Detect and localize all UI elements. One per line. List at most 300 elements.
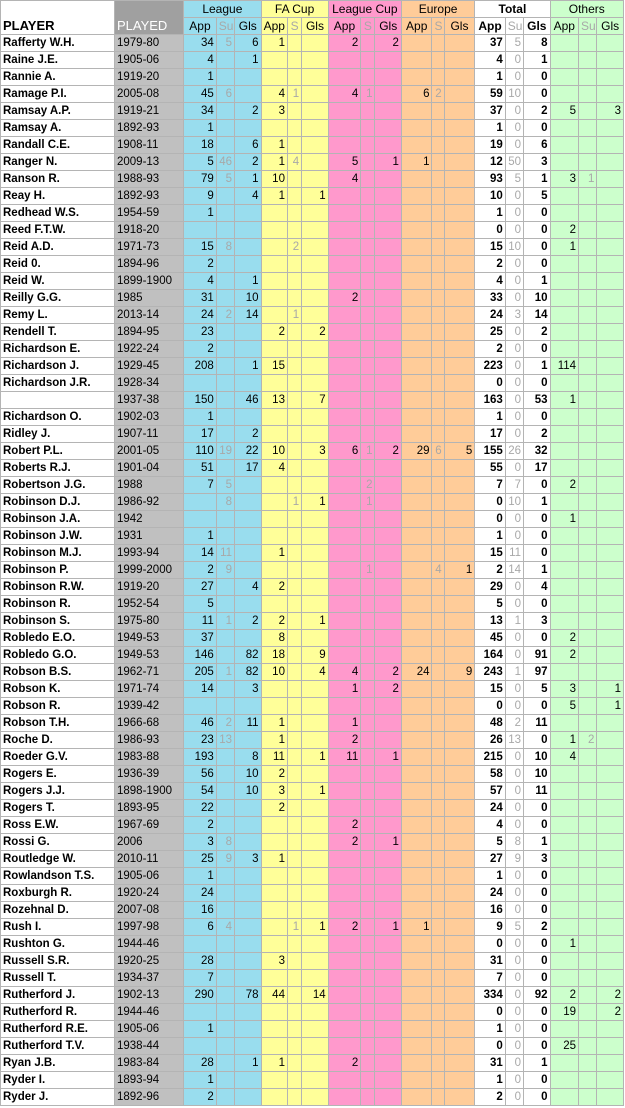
player-name-cell: Robinson R.W.	[1, 579, 115, 596]
table-row	[1, 341, 624, 358]
eu-su-cell	[432, 970, 444, 987]
lc-gls-cell	[375, 460, 401, 477]
lc-gls-cell: 1	[375, 154, 401, 171]
fa-gls-cell	[302, 154, 328, 171]
lg-app-cell: 1	[184, 205, 217, 222]
fa-gls-cell: 1	[302, 494, 328, 511]
eu-gls-cell	[444, 392, 475, 409]
lg-app-cell: 2	[184, 341, 217, 358]
lc-gls-cell	[375, 222, 401, 239]
played-cell: 1893-94	[114, 1072, 183, 1089]
table-row	[1, 749, 624, 766]
lg-app-cell: 23	[184, 324, 217, 341]
eu-gls-cell	[444, 69, 475, 86]
ot-app-cell: 1	[550, 239, 578, 256]
eu-app-cell	[401, 1089, 432, 1106]
fa-app-cell	[261, 1072, 287, 1089]
lg-app-cell: 1	[184, 528, 217, 545]
lg-app-cell: 4	[184, 273, 217, 290]
fa-gls-cell	[302, 817, 328, 834]
player-name-cell: Rossi G.	[1, 834, 115, 851]
ot-app-cell	[550, 409, 578, 426]
lc-gls-cell	[375, 307, 401, 324]
eu-su-cell	[432, 919, 444, 936]
lg-app-cell: 16	[184, 902, 217, 919]
ot-gls-cell	[597, 647, 624, 664]
ot-gls-cell	[597, 52, 624, 69]
lg-su-cell	[216, 52, 234, 69]
lg-app-cell: 1	[184, 1021, 217, 1038]
ot-gls-cell	[597, 290, 624, 307]
lc-gls-cell	[375, 171, 401, 188]
lc-gls-cell	[375, 783, 401, 800]
lg-app-cell	[184, 222, 217, 239]
lg-gls-cell	[235, 936, 261, 953]
eu-gls-cell	[444, 1072, 475, 1089]
lc-su-cell	[361, 392, 375, 409]
eu-gls-cell	[444, 86, 475, 103]
fa-app-cell	[261, 1089, 287, 1106]
ot-gls-cell	[597, 137, 624, 154]
ot-su-cell	[579, 596, 597, 613]
tt-app-cell: 1	[475, 868, 506, 885]
tt-app-cell: 12	[475, 154, 506, 171]
ot-su-cell	[579, 35, 597, 52]
lg-app-cell: 3	[184, 834, 217, 851]
player-name-cell: Roxburgh R.	[1, 885, 115, 902]
played-cell: 1918-20	[114, 222, 183, 239]
eu-app-cell	[401, 426, 432, 443]
ot-su-cell	[579, 86, 597, 103]
fa-app-cell	[261, 375, 287, 392]
lc-su-cell	[361, 647, 375, 664]
lg-gls-cell: 1	[235, 273, 261, 290]
lg-gls-cell	[235, 494, 261, 511]
lg-su-cell	[216, 409, 234, 426]
player-name-cell: Robertson J.G.	[1, 477, 115, 494]
lg-su-cell: 1	[216, 664, 234, 681]
eu-app-cell	[401, 256, 432, 273]
lc-su-cell	[361, 460, 375, 477]
eu-su-cell	[432, 817, 444, 834]
lc-app-cell: 5	[328, 154, 361, 171]
tt-su-cell: 0	[505, 341, 523, 358]
played-cell: 1920-25	[114, 953, 183, 970]
fa-app-cell	[261, 1004, 287, 1021]
fa-su-cell	[287, 511, 301, 528]
lg-su-cell	[216, 511, 234, 528]
lg-app-cell: 14	[184, 545, 217, 562]
eu-app-cell	[401, 392, 432, 409]
eu-app-cell	[401, 1072, 432, 1089]
tt-app-cell: 0	[475, 375, 506, 392]
fa-gls-cell	[302, 1038, 328, 1055]
tt-app-cell: 0	[475, 698, 506, 715]
lg-su-cell	[216, 69, 234, 86]
lg-su-cell	[216, 749, 234, 766]
tt-su-cell: 0	[505, 1089, 523, 1106]
table-row	[1, 528, 624, 545]
lc-app-cell	[328, 800, 361, 817]
eu-gls-cell	[444, 1089, 475, 1106]
fa-su-cell	[287, 222, 301, 239]
ot-app-cell	[550, 273, 578, 290]
eu-gls-cell	[444, 579, 475, 596]
eu-app-cell	[401, 324, 432, 341]
eu-app-cell	[401, 460, 432, 477]
table-row	[1, 443, 624, 460]
player-name-cell: Redhead W.S.	[1, 205, 115, 222]
player-name-cell: Robinson J.A.	[1, 511, 115, 528]
ot-app-cell	[550, 817, 578, 834]
eu-gls-cell	[444, 1004, 475, 1021]
lg-app-cell: 2	[184, 1089, 217, 1106]
played-cell: 1936-39	[114, 766, 183, 783]
fa-app-cell	[261, 273, 287, 290]
fa-gls-header: Gls	[302, 18, 328, 35]
lc-app-cell	[328, 1072, 361, 1089]
lg-app-cell: 208	[184, 358, 217, 375]
tt-gls-cell: 0	[524, 630, 550, 647]
tt-su-cell: 0	[505, 868, 523, 885]
tt-gls-cell: 0	[524, 69, 550, 86]
ot-gls-cell	[597, 511, 624, 528]
eu-app-cell	[401, 902, 432, 919]
played-cell: 1894-95	[114, 324, 183, 341]
fa-app-cell	[261, 562, 287, 579]
lg-su-cell: 8	[216, 494, 234, 511]
eu-su-cell	[432, 1021, 444, 1038]
tt-app-cell: 2	[475, 341, 506, 358]
eu-su-cell	[432, 851, 444, 868]
eu-su-cell	[432, 273, 444, 290]
lg-su-cell	[216, 681, 234, 698]
lc-su-cell	[361, 545, 375, 562]
tt-su-cell: 0	[505, 460, 523, 477]
ot-app-cell: 1	[550, 732, 578, 749]
fa-su-cell	[287, 409, 301, 426]
fa-su-cell	[287, 443, 301, 460]
lg-app-cell: 34	[184, 35, 217, 52]
lc-su-cell	[361, 851, 375, 868]
lc-app-cell	[328, 460, 361, 477]
fa-gls-cell	[302, 936, 328, 953]
fa-su-cell	[287, 103, 301, 120]
played-cell: 1898-1900	[114, 783, 183, 800]
fa-su-cell	[287, 851, 301, 868]
ot-app-cell: 3	[550, 681, 578, 698]
eu-su-cell	[432, 732, 444, 749]
lg-gls-cell	[235, 409, 261, 426]
played-cell: 1892-93	[114, 120, 183, 137]
lc-app-cell	[328, 307, 361, 324]
eu-su-cell	[432, 358, 444, 375]
lg-su-cell	[216, 766, 234, 783]
lc-gls-cell	[375, 341, 401, 358]
lc-gls-cell	[375, 273, 401, 290]
eu-app-cell	[401, 511, 432, 528]
fa-gls-cell	[302, 290, 328, 307]
fa-gls-cell	[302, 596, 328, 613]
tt-gls-cell: 0	[524, 936, 550, 953]
tt-su-cell: 0	[505, 528, 523, 545]
ot-app-cell	[550, 460, 578, 477]
fa-gls-cell: 1	[302, 188, 328, 205]
tt-app-cell: 1	[475, 69, 506, 86]
ot-su-cell	[579, 664, 597, 681]
fa-su-cell	[287, 545, 301, 562]
fa-app-cell	[261, 1021, 287, 1038]
tt-gls-cell: 0	[524, 596, 550, 613]
lg-su-cell	[216, 936, 234, 953]
lc-su-cell	[361, 511, 375, 528]
player-name-cell: Ryder I.	[1, 1072, 115, 1089]
lg-su-cell	[216, 256, 234, 273]
eu-su-cell	[432, 222, 444, 239]
eu-gls-cell	[444, 647, 475, 664]
table-row	[1, 52, 624, 69]
ot-su-cell	[579, 1072, 597, 1089]
tt-su-cell: 5	[505, 171, 523, 188]
eu-gls-cell	[444, 460, 475, 477]
fa-su-cell	[287, 120, 301, 137]
tt-app-cell: 16	[475, 902, 506, 919]
lc-gls-cell: 2	[375, 443, 401, 460]
tt-gls-cell: 3	[524, 154, 550, 171]
fa-gls-cell	[302, 953, 328, 970]
played-cell: 1892-93	[114, 188, 183, 205]
tt-su-cell: 0	[505, 392, 523, 409]
eu-gls-cell	[444, 494, 475, 511]
fa-app-cell	[261, 494, 287, 511]
player-name-cell: Reay H.	[1, 188, 115, 205]
fa-su-cell	[287, 460, 301, 477]
table-row	[1, 511, 624, 528]
fa-gls-cell	[302, 851, 328, 868]
tt-su-cell: 3	[505, 307, 523, 324]
table-row	[1, 953, 624, 970]
lg-su-cell: 9	[216, 562, 234, 579]
eu-app-cell	[401, 1021, 432, 1038]
lg-gls-cell: 2	[235, 154, 261, 171]
fa-gls-cell	[302, 375, 328, 392]
lg-gls-cell	[235, 919, 261, 936]
played-cell: 1979-80	[114, 35, 183, 52]
lg-app-cell	[184, 511, 217, 528]
fa-su-cell	[287, 970, 301, 987]
lg-app-cell: 2	[184, 256, 217, 273]
tt-gls-cell: 0	[524, 528, 550, 545]
ot-gls-cell	[597, 936, 624, 953]
lc-gls-cell	[375, 1089, 401, 1106]
tt-gls-cell: 0	[524, 1021, 550, 1038]
fa-app-cell	[261, 698, 287, 715]
eu-app-cell	[401, 766, 432, 783]
ot-su-cell	[579, 511, 597, 528]
lg-gls-cell	[235, 800, 261, 817]
lc-su-cell	[361, 613, 375, 630]
fa-app-cell	[261, 885, 287, 902]
ot-su-cell	[579, 137, 597, 154]
fa-app-cell: 2	[261, 800, 287, 817]
lg-gls-cell	[235, 630, 261, 647]
ot-gls-cell	[597, 732, 624, 749]
ot-gls-cell	[597, 766, 624, 783]
player-name-cell: Robinson S.	[1, 613, 115, 630]
fa-app-cell: 2	[261, 324, 287, 341]
tt-app-cell: 59	[475, 86, 506, 103]
ot-gls-cell	[597, 851, 624, 868]
lc-gls-cell	[375, 596, 401, 613]
eu-gls-cell	[444, 375, 475, 392]
lg-gls-cell	[235, 375, 261, 392]
lg-su-cell	[216, 103, 234, 120]
table-row	[1, 273, 624, 290]
total-app-header: App	[475, 18, 506, 35]
lc-su-cell: 1	[361, 494, 375, 511]
ot-app-cell	[550, 426, 578, 443]
tt-su-cell: 0	[505, 817, 523, 834]
fa-gls-cell: 1	[302, 613, 328, 630]
lc-su-cell	[361, 426, 375, 443]
tt-gls-cell: 0	[524, 341, 550, 358]
table-row	[1, 732, 624, 749]
lc-su-cell	[361, 681, 375, 698]
tt-gls-cell: 3	[524, 613, 550, 630]
eu-su-cell	[432, 783, 444, 800]
table-row	[1, 970, 624, 987]
lg-su-cell: 2	[216, 715, 234, 732]
eu-app-cell	[401, 749, 432, 766]
fa-app-cell	[261, 290, 287, 307]
tt-app-cell: 9	[475, 919, 506, 936]
eu-app-cell	[401, 1055, 432, 1072]
table-row	[1, 69, 624, 86]
eu-app-cell	[401, 613, 432, 630]
eu-su-cell	[432, 1004, 444, 1021]
fa-app-cell: 18	[261, 647, 287, 664]
tt-su-cell: 1	[505, 613, 523, 630]
league-su-header: Su	[216, 18, 234, 35]
lc-app-cell	[328, 596, 361, 613]
lc-app-cell: 4	[328, 664, 361, 681]
lg-su-cell	[216, 375, 234, 392]
lg-gls-cell: 2	[235, 613, 261, 630]
lg-app-cell: 45	[184, 86, 217, 103]
table-row	[1, 256, 624, 273]
lg-su-cell: 8	[216, 834, 234, 851]
lc-su-cell	[361, 256, 375, 273]
fa-app-cell	[261, 902, 287, 919]
eu-su-header: S	[432, 18, 444, 35]
tt-gls-cell: 0	[524, 868, 550, 885]
fa-app-cell: 44	[261, 987, 287, 1004]
table-row	[1, 834, 624, 851]
tt-gls-cell: 0	[524, 256, 550, 273]
tt-gls-cell: 1	[524, 358, 550, 375]
lc-app-cell	[328, 52, 361, 69]
tt-gls-cell: 5	[524, 681, 550, 698]
lg-su-cell	[216, 222, 234, 239]
eu-gls-cell: 1	[444, 562, 475, 579]
player-name-cell: Routledge W.	[1, 851, 115, 868]
table-row	[1, 137, 624, 154]
eu-su-cell	[432, 171, 444, 188]
tt-app-cell: 17	[475, 426, 506, 443]
tt-su-cell: 2	[505, 715, 523, 732]
eu-app-cell	[401, 545, 432, 562]
lc-gls-cell	[375, 52, 401, 69]
ot-gls-cell	[597, 341, 624, 358]
fa-gls-cell	[302, 409, 328, 426]
lc-app-cell: 4	[328, 86, 361, 103]
lg-gls-cell: 82	[235, 647, 261, 664]
lc-app-cell: 2	[328, 290, 361, 307]
fa-cup-group-header: FA Cup	[261, 1, 328, 18]
table-row	[1, 460, 624, 477]
player-name-cell: Robson R.	[1, 698, 115, 715]
lg-app-cell: 31	[184, 290, 217, 307]
lc-gls-cell	[375, 936, 401, 953]
lc-app-header: App	[328, 18, 361, 35]
lg-su-cell	[216, 392, 234, 409]
tt-su-cell: 0	[505, 681, 523, 698]
fa-app-cell	[261, 222, 287, 239]
lc-app-cell	[328, 953, 361, 970]
lg-su-cell	[216, 1089, 234, 1106]
tt-su-cell: 10	[505, 239, 523, 256]
lc-gls-cell	[375, 256, 401, 273]
played-cell: 1983-84	[114, 1055, 183, 1072]
fa-app-cell: 3	[261, 783, 287, 800]
eu-su-cell	[432, 103, 444, 120]
eu-app-cell	[401, 596, 432, 613]
fa-su-cell: 1	[287, 307, 301, 324]
lg-su-cell	[216, 579, 234, 596]
fa-su-cell	[287, 630, 301, 647]
ot-su-cell	[579, 834, 597, 851]
table-row	[1, 1038, 624, 1055]
ot-app-cell: 2	[550, 647, 578, 664]
ot-app-cell: 19	[550, 1004, 578, 1021]
ot-app-cell	[550, 800, 578, 817]
tt-app-cell: 26	[475, 732, 506, 749]
lg-app-cell: 24	[184, 307, 217, 324]
tt-su-cell: 0	[505, 52, 523, 69]
lg-su-cell	[216, 630, 234, 647]
lg-gls-cell: 6	[235, 137, 261, 154]
eu-gls-cell	[444, 851, 475, 868]
lc-gls-cell	[375, 392, 401, 409]
fa-su-cell	[287, 256, 301, 273]
tt-gls-cell: 2	[524, 324, 550, 341]
lc-su-cell	[361, 290, 375, 307]
fa-gls-cell	[302, 630, 328, 647]
tt-su-cell: 11	[505, 545, 523, 562]
ot-gls-cell	[597, 35, 624, 52]
lc-gls-cell	[375, 103, 401, 120]
ot-app-cell	[550, 528, 578, 545]
ot-gls-cell	[597, 1072, 624, 1089]
lg-su-cell	[216, 205, 234, 222]
eu-gls-cell	[444, 681, 475, 698]
ot-su-cell	[579, 341, 597, 358]
fa-gls-cell	[302, 239, 328, 256]
eu-app-cell	[401, 630, 432, 647]
fa-su-cell	[287, 52, 301, 69]
eu-gls-cell	[444, 358, 475, 375]
fa-app-cell: 2	[261, 613, 287, 630]
